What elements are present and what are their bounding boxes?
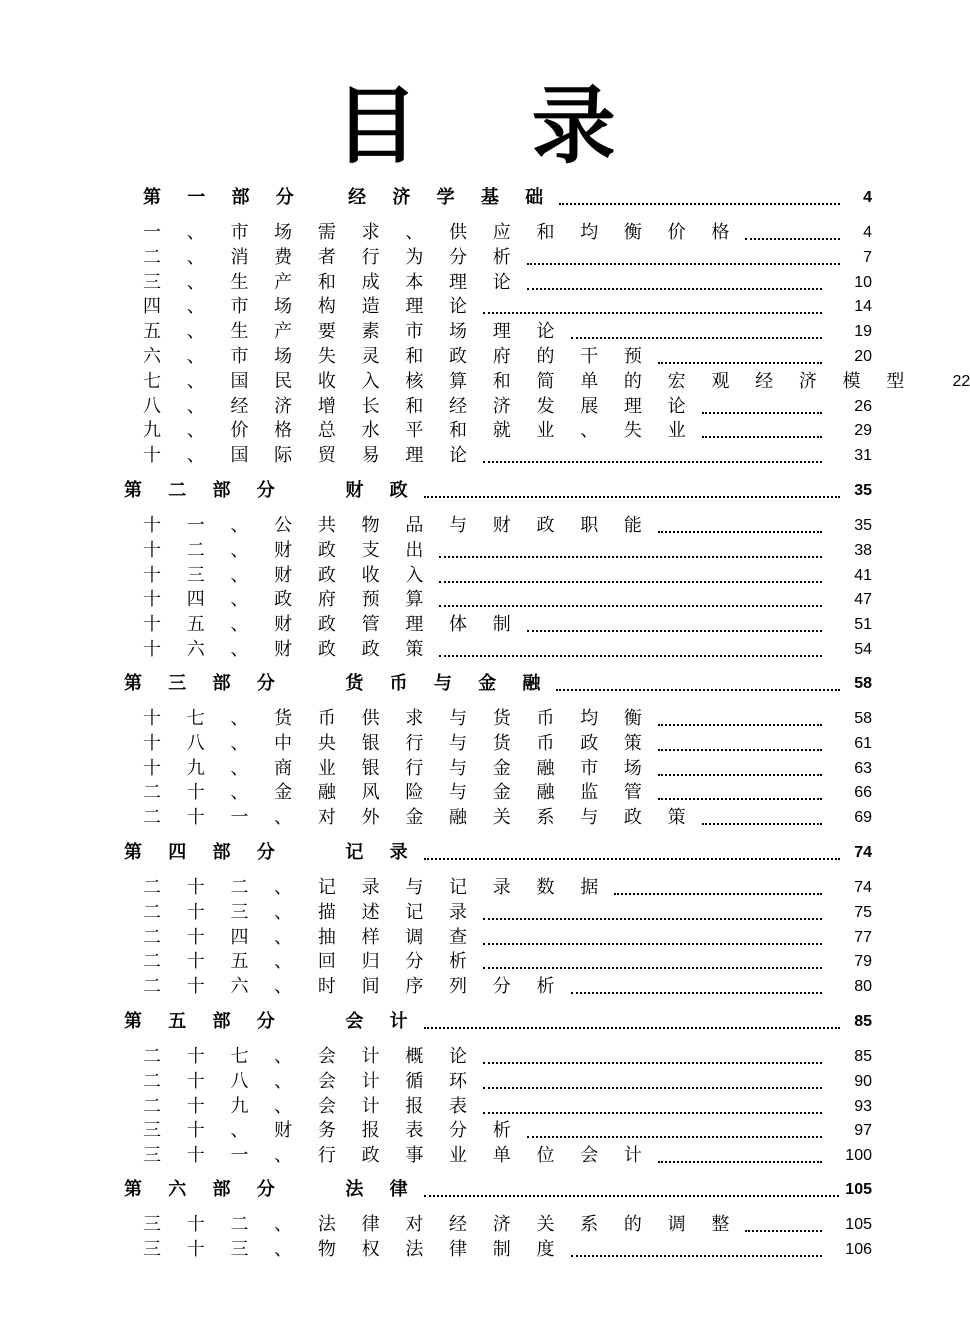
- toc-part-title: 第 三 部 分 货 币 与 金 融: [124, 673, 551, 694]
- dot-leader: [424, 490, 840, 498]
- toc-chapter-row[interactable]: [143, 611, 872, 636]
- toc-page-number: 105: [845, 1181, 872, 1198]
- toc-chapter-title: 三 十 二 、 法 律 对 经 济 关 系 的 调 整: [143, 1214, 740, 1235]
- toc-part-row[interactable]: [124, 839, 872, 864]
- toc-chapter-row[interactable]: [143, 442, 872, 467]
- dot-leader: [527, 1130, 822, 1138]
- toc-part-title: 第 一 部 分 经 济 学 基 础: [143, 187, 554, 208]
- dot-leader: [658, 525, 822, 533]
- toc-chapter-title: 十 二 、 财 政 支 出: [143, 539, 434, 561]
- toc-chapter-title: 十 八 、 中 央 银 行 与 货 币 政 策: [143, 732, 652, 754]
- toc-page-number: 106: [845, 1240, 872, 1258]
- toc-chapter-title: 二 十 五 、 回 归 分 析: [143, 951, 478, 973]
- toc-chapter-row[interactable]: [143, 924, 872, 949]
- toc-chapter-title: 六 、 市 场 失 灵 和 政 府 的 干 预: [143, 346, 652, 367]
- toc-chapter-row[interactable]: [143, 899, 872, 924]
- toc-page-number: 85: [854, 1048, 872, 1065]
- toc-chapter-title: 十 五 、 财 政 管 理 体 制: [143, 614, 521, 636]
- toc-chapter-row[interactable]: [143, 1093, 872, 1118]
- toc-chapter-title: 三 十 、 财 务 报 表 分 析: [143, 1120, 521, 1142]
- toc-page-number: 31: [854, 447, 872, 465]
- toc-chapter-row[interactable]: [143, 705, 872, 730]
- toc-chapter-title: 八 、 经 济 增 长 和 经 济 发 展 理 论: [143, 395, 696, 417]
- toc-chapter-title: 一 、 市 场 需 求 、 供 应 和 均 衡 价 格: [143, 222, 740, 243]
- toc-page-number: 93: [854, 1097, 872, 1115]
- toc-chapter-title: 七 、 国 民 收 入 核 算 和 简 单 的 宏 观 经 济 模 型: [143, 370, 915, 392]
- dot-leader: [571, 986, 823, 994]
- toc-chapter-title: 四 、 市 场 构 造 理 论: [143, 296, 478, 318]
- toc-page-number: 80: [854, 978, 872, 996]
- dot-leader: [702, 430, 822, 438]
- toc-chapter-row[interactable]: [143, 755, 872, 780]
- toc-chapter-row[interactable]: [143, 973, 872, 998]
- toc-chapter-title: 三 十 三 、 物 权 法 律 制 度: [143, 1238, 565, 1260]
- toc-page-number: 105: [845, 1216, 872, 1233]
- toc-chapter-row[interactable]: [143, 1117, 872, 1142]
- toc-part-title: 第 四 部 分 记 录: [124, 842, 418, 863]
- dot-leader: [745, 1224, 822, 1232]
- toc-chapter-title: 五 、 生 产 要 素 市 场 理 论: [143, 321, 565, 343]
- dot-leader: [424, 852, 840, 860]
- toc-page-number: 35: [854, 517, 872, 534]
- dot-leader: [439, 649, 822, 657]
- toc-chapter-title: 二 、 消 费 者 行 为 分 析: [143, 246, 521, 268]
- dot-leader: [559, 197, 840, 205]
- toc-chapter-title: 二 十 七 、 会 计 概 论: [143, 1046, 478, 1067]
- page-title: 目 录: [334, 76, 658, 175]
- toc-chapter-title: 十 一 、 公 共 物 品 与 财 政 职 能: [143, 515, 652, 536]
- toc-chapter-title: 十 九 、 商 业 银 行 与 金 融 市 场: [143, 757, 652, 779]
- toc-part-title: 第 五 部 分 会 计: [124, 1011, 418, 1032]
- dot-leader: [483, 306, 822, 314]
- dot-leader: [658, 743, 822, 751]
- dot-leader: [483, 1081, 822, 1089]
- toc-page-number: 58: [854, 710, 872, 727]
- toc-part-title: 第 六 部 分 法 律: [124, 1179, 418, 1200]
- toc-page-number: 58: [854, 675, 872, 692]
- toc-page-number: 77: [854, 928, 872, 946]
- dot-leader: [658, 768, 822, 776]
- toc-chapter-title: 二 十 六 、 时 间 序 列 分 析: [143, 976, 565, 998]
- toc-chapter-title: 十 、 国 际 贸 易 理 论: [143, 445, 478, 467]
- toc-chapter-row[interactable]: [143, 512, 872, 537]
- toc-chapter-row[interactable]: [143, 1211, 872, 1236]
- toc-page-number: 10: [854, 273, 872, 291]
- dot-leader: [658, 718, 822, 726]
- toc-chapter-row[interactable]: [143, 948, 872, 973]
- toc-page-number: 7: [863, 248, 872, 266]
- toc-chapter-row[interactable]: [143, 393, 872, 418]
- toc-chapter-title: 二 十 二 、 记 录 与 记 录 数 据: [143, 877, 609, 898]
- toc-page-number: 38: [854, 541, 872, 559]
- dot-leader: [424, 1189, 840, 1197]
- toc-chapter-title: 九 、 价 格 总 水 平 和 就 业 、 失 业: [143, 420, 696, 442]
- toc-page-number: 90: [854, 1072, 872, 1090]
- toc-chapter-row[interactable]: [143, 636, 872, 661]
- toc-chapter-row[interactable]: [143, 804, 872, 829]
- dot-leader: [483, 1106, 822, 1114]
- toc-chapter-row[interactable]: [143, 1068, 872, 1093]
- toc-chapter-row[interactable]: [143, 562, 872, 587]
- toc-chapter-row[interactable]: [143, 874, 872, 899]
- toc-chapter-row[interactable]: [143, 730, 872, 755]
- dot-leader: [702, 406, 822, 414]
- dot-leader: [571, 331, 823, 339]
- toc-page-number: 61: [854, 734, 872, 752]
- toc-chapter-title: 二 十 九 、 会 计 报 表: [143, 1095, 478, 1117]
- toc-page-number: 79: [854, 953, 872, 971]
- toc-page-number: 47: [854, 591, 872, 609]
- dot-leader: [439, 575, 822, 583]
- dot-leader: [658, 1155, 822, 1163]
- toc-chapter-row[interactable]: [143, 1043, 872, 1068]
- toc-chapter-row[interactable]: [143, 779, 872, 804]
- toc-chapter-title: 三 、 生 产 和 成 本 理 论: [143, 271, 521, 293]
- dot-leader: [614, 887, 822, 895]
- dot-leader: [702, 817, 822, 825]
- toc-chapter-title: 十 七 、 货 币 供 求 与 货 币 均 衡: [143, 708, 652, 729]
- dot-leader: [527, 257, 840, 265]
- dot-leader: [658, 792, 822, 800]
- toc-chapter-row[interactable]: [143, 1142, 872, 1167]
- toc-chapter-title: 二 十 四 、 抽 样 调 查: [143, 926, 478, 948]
- toc-part-row[interactable]: [124, 1008, 872, 1033]
- toc-chapter-row[interactable]: [143, 1236, 872, 1261]
- toc-page-number: 85: [854, 1013, 872, 1030]
- toc-chapter-row[interactable]: [143, 343, 872, 368]
- toc-page-number: 74: [854, 879, 872, 896]
- dot-leader: [424, 1021, 840, 1029]
- toc-page-number: 20: [854, 348, 872, 365]
- toc-page-number: 41: [854, 566, 872, 584]
- dot-leader: [483, 937, 822, 945]
- dot-leader: [527, 624, 822, 632]
- toc-chapter-title: 十 三 、 财 政 收 入: [143, 564, 434, 586]
- toc-page-number: 74: [854, 844, 872, 861]
- dot-leader: [658, 356, 822, 364]
- toc-page-number: 35: [854, 482, 872, 499]
- toc-chapter-title: 十 六 、 财 政 政 策: [143, 639, 434, 660]
- toc-chapter-title: 二 十 一 、 对 外 金 融 关 系 与 政 策: [143, 807, 696, 829]
- dot-leader: [483, 912, 822, 920]
- toc-page-number: 66: [854, 784, 872, 802]
- toc-page-number: 4: [863, 189, 872, 206]
- toc-page-number: 97: [854, 1122, 872, 1140]
- toc-page-number: 75: [854, 903, 872, 921]
- toc-chapter-row[interactable]: [143, 537, 872, 562]
- toc-chapter-row[interactable]: [143, 269, 872, 294]
- toc-chapter-row[interactable]: [143, 586, 872, 611]
- toc-part-row[interactable]: [124, 670, 872, 695]
- toc-chapter-row[interactable]: [143, 219, 872, 244]
- toc-page-number: 14: [854, 298, 872, 316]
- dot-leader: [439, 599, 822, 607]
- toc-part-row[interactable]: [124, 477, 872, 502]
- toc-page-number: 51: [854, 616, 872, 634]
- toc-page-number: 26: [854, 397, 872, 415]
- toc-chapter-title: 十 四 、 政 府 预 算: [143, 589, 434, 611]
- dot-leader: [483, 1056, 822, 1064]
- toc-part-row[interactable]: [124, 1176, 872, 1201]
- toc-chapter-title: 二 十 八 、 会 计 循 环: [143, 1070, 478, 1092]
- toc-page-number: 19: [854, 323, 872, 341]
- toc-page-number: 69: [854, 809, 872, 827]
- dot-leader: [556, 683, 840, 691]
- dot-leader: [483, 455, 822, 463]
- dot-leader: [439, 550, 822, 558]
- toc-part-title: 第 二 部 分 财 政: [124, 480, 418, 501]
- toc-chapter-row[interactable]: [143, 417, 872, 442]
- toc-page-number: 22: [952, 372, 970, 390]
- toc-page-number: 29: [854, 422, 872, 440]
- dot-leader: [745, 232, 840, 240]
- toc-chapter-row[interactable]: [143, 244, 872, 269]
- toc-page-number: 100: [845, 1147, 872, 1165]
- toc-page-number: 54: [854, 641, 872, 658]
- toc-chapter-title: 三 十 一 、 行 政 事 业 单 位 会 计: [143, 1145, 652, 1167]
- toc-page-number: 63: [854, 759, 872, 777]
- toc-chapter-row[interactable]: [143, 368, 970, 393]
- toc-chapter-row[interactable]: [143, 318, 872, 343]
- dot-leader: [527, 282, 822, 290]
- toc-part-row[interactable]: [143, 184, 872, 209]
- toc-chapter-title: 二 十 、 金 融 风 险 与 金 融 监 管: [143, 782, 652, 804]
- toc-chapter-title: 二 十 三 、 描 述 记 录: [143, 901, 478, 923]
- toc-chapter-row[interactable]: [143, 293, 872, 318]
- dot-leader: [483, 961, 822, 969]
- toc-page-number: 4: [863, 224, 872, 241]
- dot-leader: [571, 1249, 823, 1257]
